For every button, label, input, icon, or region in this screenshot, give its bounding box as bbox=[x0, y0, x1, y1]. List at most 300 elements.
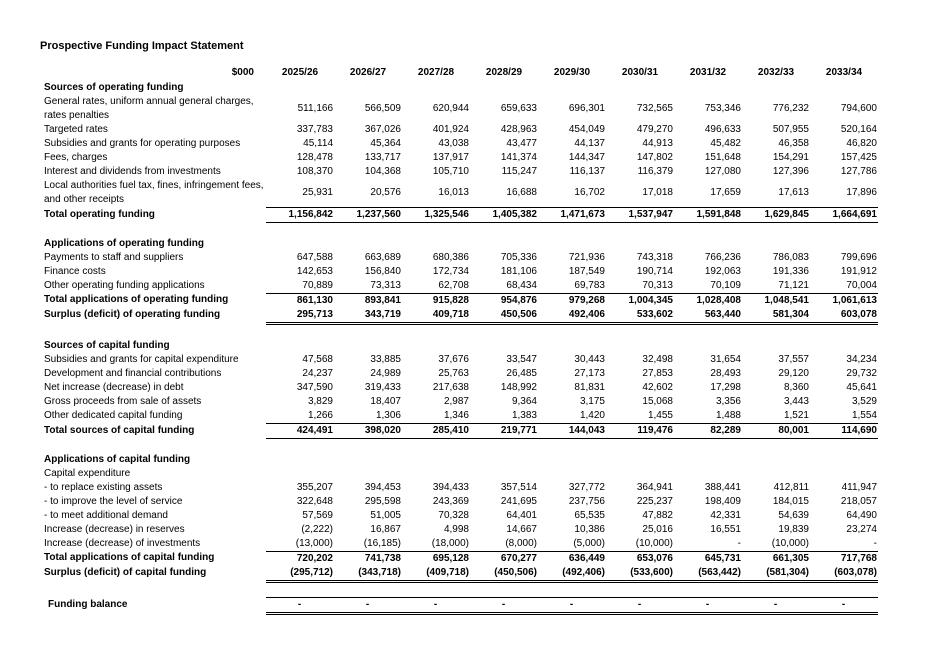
value-cell: 191,336 bbox=[772, 265, 809, 277]
value-cell: 54,639 bbox=[778, 509, 809, 521]
value-cell: 46,820 bbox=[846, 138, 877, 149]
value-cell: - bbox=[742, 597, 810, 613]
line-item-row bbox=[44, 509, 878, 523]
value-cell bbox=[266, 339, 334, 353]
value-cell bbox=[266, 453, 334, 467]
value-cell: 620,944 bbox=[432, 103, 469, 114]
year-header: 2026/27 bbox=[349, 67, 387, 78]
value-cell: 237,756 bbox=[568, 495, 605, 507]
value-cell: 47,882 bbox=[642, 509, 673, 521]
value-cell: 127,786 bbox=[840, 166, 877, 177]
value-cell: (10,000) bbox=[771, 537, 809, 549]
value-cell: 1,521 bbox=[783, 409, 809, 421]
value-cell: 127,080 bbox=[704, 166, 741, 177]
row-label: - to improve the level of service bbox=[44, 495, 183, 507]
value-cell: 670,277 bbox=[470, 551, 538, 566]
value-cell bbox=[402, 81, 470, 95]
value-cell bbox=[538, 237, 606, 251]
value-cell: 192,063 bbox=[704, 265, 741, 277]
value-cell: 44,137 bbox=[574, 138, 605, 149]
value-cell: - bbox=[606, 597, 674, 613]
value-cell: 73,313 bbox=[370, 279, 401, 291]
value-cell: 9,364 bbox=[511, 395, 537, 407]
year-header: 2031/32 bbox=[689, 67, 727, 78]
value-cell: 243,369 bbox=[432, 495, 469, 507]
value-cell: 979,268 bbox=[538, 293, 606, 308]
row-label: Net increase (decrease) in debt bbox=[44, 381, 184, 393]
value-cell: 190,714 bbox=[636, 265, 673, 277]
value-cell: 43,038 bbox=[438, 138, 469, 149]
value-cell: (18,000) bbox=[431, 537, 469, 549]
value-cell: 16,013 bbox=[438, 186, 469, 198]
row-label: Total sources of capital funding bbox=[44, 424, 195, 436]
value-cell bbox=[402, 237, 470, 251]
value-cell: 29,732 bbox=[846, 367, 877, 379]
value-cell: 3,829 bbox=[307, 395, 333, 407]
value-cell: (533,600) bbox=[606, 566, 674, 582]
value-cell: 17,896 bbox=[846, 186, 877, 198]
value-cell: 705,336 bbox=[500, 251, 537, 263]
value-cell: 37,676 bbox=[438, 353, 469, 365]
value-cell bbox=[810, 339, 878, 353]
value-cell: 45,114 bbox=[303, 138, 333, 149]
value-cell: 659,633 bbox=[500, 103, 537, 114]
total-row bbox=[44, 551, 878, 566]
value-cell: 647,588 bbox=[296, 251, 333, 263]
value-cell: 343,719 bbox=[334, 308, 402, 324]
value-cell: 144,043 bbox=[538, 423, 606, 438]
value-cell: 1,554 bbox=[851, 409, 877, 421]
value-cell: 156,840 bbox=[364, 265, 401, 277]
value-cell: 1,004,345 bbox=[606, 293, 674, 308]
value-cell: 116,137 bbox=[569, 166, 605, 177]
row-label: Finance costs bbox=[44, 265, 106, 277]
value-cell: 141,374 bbox=[500, 152, 537, 163]
value-cell: 741,738 bbox=[334, 551, 402, 566]
value-cell: 45,364 bbox=[370, 138, 401, 149]
value-cell: 116,379 bbox=[637, 166, 673, 177]
row-label: Increase (decrease) of investments bbox=[44, 537, 201, 549]
value-cell: 1,266 bbox=[307, 409, 333, 421]
value-cell bbox=[606, 467, 674, 481]
value-cell: 1,237,560 bbox=[334, 207, 402, 222]
value-cell bbox=[334, 339, 402, 353]
value-cell: 45,482 bbox=[710, 138, 741, 149]
value-cell: 30,443 bbox=[574, 353, 605, 365]
value-cell: - bbox=[402, 597, 470, 613]
funding-balance-row bbox=[44, 597, 878, 613]
value-cell: 16,702 bbox=[574, 186, 605, 198]
value-cell: 766,236 bbox=[704, 251, 741, 263]
line-item-row bbox=[44, 381, 878, 395]
value-cell bbox=[810, 81, 878, 95]
value-cell: (450,506) bbox=[470, 566, 538, 582]
row-label: - to replace existing assets bbox=[44, 481, 163, 493]
value-cell: 566,509 bbox=[364, 103, 401, 114]
row-label: Total applications of capital funding bbox=[44, 552, 215, 564]
value-cell: 2,987 bbox=[443, 395, 469, 407]
row-label: Applications of operating funding bbox=[44, 237, 204, 249]
value-cell: (295,712) bbox=[266, 566, 334, 582]
value-cell bbox=[470, 339, 538, 353]
value-cell bbox=[334, 237, 402, 251]
statement-title: Prospective Funding Impact Statement bbox=[40, 40, 244, 52]
value-cell: 187,549 bbox=[568, 265, 605, 277]
value-cell: 563,440 bbox=[674, 308, 742, 324]
value-cell: 25,763 bbox=[438, 367, 469, 379]
row-label: Surplus (deficit) of capital funding bbox=[44, 567, 207, 579]
value-cell: 786,083 bbox=[772, 251, 809, 263]
value-cell: 17,659 bbox=[710, 186, 741, 198]
value-cell bbox=[674, 467, 742, 481]
row-label: Capital expenditure bbox=[44, 467, 131, 479]
value-cell: 721,936 bbox=[568, 251, 605, 263]
value-cell: 285,410 bbox=[402, 423, 470, 438]
value-cell bbox=[674, 453, 742, 467]
year-header: 2028/29 bbox=[485, 67, 523, 78]
line-item-row bbox=[44, 409, 878, 424]
value-cell: 794,600 bbox=[840, 103, 877, 114]
value-cell: 753,346 bbox=[704, 103, 741, 114]
line-item-row bbox=[44, 95, 878, 123]
value-cell: 25,931 bbox=[302, 186, 333, 198]
value-cell: 191,912 bbox=[840, 265, 877, 277]
value-cell: 181,106 bbox=[500, 265, 537, 277]
spacer-cell bbox=[44, 222, 878, 237]
line-item-row bbox=[44, 537, 878, 552]
line-item-row bbox=[44, 265, 878, 279]
value-cell: 105,710 bbox=[432, 166, 469, 177]
line-item-row bbox=[44, 353, 878, 367]
value-cell: 70,889 bbox=[302, 279, 333, 291]
value-cell: 492,406 bbox=[538, 308, 606, 324]
value-cell bbox=[742, 237, 810, 251]
value-cell: 62,708 bbox=[438, 279, 469, 291]
value-cell: 16,867 bbox=[370, 523, 401, 535]
row-label: Targeted rates bbox=[44, 124, 108, 135]
value-cell: 799,696 bbox=[840, 251, 877, 263]
spacer-row bbox=[44, 581, 878, 597]
value-cell: 915,828 bbox=[402, 293, 470, 308]
spacer-row bbox=[44, 438, 878, 453]
value-cell bbox=[742, 453, 810, 467]
value-cell: 355,207 bbox=[296, 481, 333, 493]
value-cell: 398,020 bbox=[334, 423, 402, 438]
value-cell bbox=[742, 467, 810, 481]
value-cell: - bbox=[810, 597, 878, 613]
value-cell: 732,565 bbox=[636, 103, 673, 114]
value-cell: 653,076 bbox=[606, 551, 674, 566]
line-item-row bbox=[44, 251, 878, 265]
value-cell: 776,232 bbox=[772, 103, 809, 114]
value-cell bbox=[334, 467, 402, 481]
value-cell bbox=[266, 237, 334, 251]
total-row bbox=[44, 566, 878, 582]
value-cell: 23,274 bbox=[846, 523, 877, 535]
line-item-row bbox=[44, 395, 878, 409]
value-cell: 151,648 bbox=[704, 152, 741, 163]
value-cell bbox=[470, 467, 538, 481]
value-cell bbox=[810, 453, 878, 467]
value-cell: 295,598 bbox=[364, 495, 401, 507]
value-cell: 412,811 bbox=[773, 481, 809, 493]
value-cell: 364,941 bbox=[636, 481, 673, 493]
value-cell: 322,648 bbox=[296, 495, 333, 507]
value-cell: 64,401 bbox=[506, 509, 537, 521]
value-cell bbox=[266, 467, 334, 481]
value-cell: 119,476 bbox=[606, 423, 674, 438]
value-cell bbox=[470, 81, 538, 95]
value-cell: (13,000) bbox=[295, 537, 333, 549]
value-cell: 479,270 bbox=[636, 124, 673, 135]
value-cell: 133,717 bbox=[364, 152, 401, 163]
value-cell: 603,078 bbox=[810, 308, 878, 324]
value-cell: (492,406) bbox=[538, 566, 606, 582]
value-cell: 636,449 bbox=[538, 551, 606, 566]
value-cell bbox=[402, 453, 470, 467]
row-label: Sources of capital funding bbox=[44, 339, 170, 351]
value-cell: 70,109 bbox=[710, 279, 741, 291]
total-row bbox=[44, 423, 878, 438]
value-cell: - bbox=[873, 537, 877, 549]
line-item-row bbox=[44, 279, 878, 294]
value-cell: 24,237 bbox=[302, 367, 333, 379]
value-cell: 26,485 bbox=[506, 367, 537, 379]
value-cell: 1,346 bbox=[443, 409, 469, 421]
value-cell: - bbox=[538, 597, 606, 613]
row-label: Interest and dividends from investments bbox=[44, 166, 221, 177]
value-cell: 511,166 bbox=[297, 103, 333, 114]
value-cell: 51,005 bbox=[370, 509, 401, 521]
line-item-row bbox=[44, 151, 878, 165]
row-label: Surplus (deficit) of operating funding bbox=[44, 309, 221, 321]
row-label: Other dedicated capital funding bbox=[44, 409, 183, 421]
value-cell: 82,289 bbox=[674, 423, 742, 438]
value-cell bbox=[606, 339, 674, 353]
value-cell: 424,491 bbox=[266, 423, 334, 438]
spacer-row bbox=[44, 222, 878, 237]
value-cell bbox=[810, 467, 878, 481]
value-cell: 409,718 bbox=[402, 308, 470, 324]
value-cell bbox=[538, 467, 606, 481]
value-cell: 1,664,691 bbox=[810, 207, 878, 222]
value-cell: - bbox=[470, 597, 538, 613]
spacer-cell bbox=[44, 581, 878, 597]
value-cell: 80,001 bbox=[742, 423, 810, 438]
value-cell: 217,638 bbox=[432, 381, 469, 393]
spacer-cell bbox=[44, 438, 878, 453]
value-cell: 154,291 bbox=[772, 152, 809, 163]
value-cell: 8,360 bbox=[783, 381, 809, 393]
value-cell: 401,924 bbox=[432, 124, 469, 135]
value-cell: 27,853 bbox=[642, 367, 673, 379]
value-cell: 137,917 bbox=[432, 152, 469, 163]
value-cell: (8,000) bbox=[505, 537, 537, 549]
value-cell: 295,713 bbox=[266, 308, 334, 324]
value-cell: 893,841 bbox=[334, 293, 402, 308]
value-cell: 717,768 bbox=[810, 551, 878, 566]
value-cell: 394,433 bbox=[432, 481, 469, 493]
value-cell: 533,602 bbox=[606, 308, 674, 324]
value-cell: 1,325,546 bbox=[402, 207, 470, 222]
value-cell: (409,718) bbox=[402, 566, 470, 582]
row-label: Funding balance bbox=[48, 599, 128, 610]
value-cell: 184,015 bbox=[772, 495, 809, 507]
value-cell: 29,120 bbox=[778, 367, 809, 379]
value-cell: - bbox=[674, 597, 742, 613]
value-cell bbox=[334, 453, 402, 467]
row-label: Payments to staff and suppliers bbox=[44, 251, 184, 263]
value-cell: 1,591,848 bbox=[674, 207, 742, 222]
spacer-cell bbox=[44, 323, 878, 339]
value-cell bbox=[266, 81, 334, 95]
row-label: Local authorities fuel tax, fines, infringement fees, and other receipts bbox=[44, 180, 264, 205]
value-cell: 720,202 bbox=[266, 551, 334, 566]
value-cell: 367,026 bbox=[364, 124, 401, 135]
value-cell: 1,048,541 bbox=[742, 293, 810, 308]
value-cell: 144,347 bbox=[568, 152, 605, 163]
value-cell: 661,305 bbox=[742, 551, 810, 566]
value-cell: 24,989 bbox=[370, 367, 401, 379]
row-label: Development and financial contributions bbox=[44, 367, 222, 379]
value-cell: 69,783 bbox=[574, 279, 605, 291]
value-cell: 172,734 bbox=[432, 265, 469, 277]
value-cell: (16,185) bbox=[363, 537, 401, 549]
value-cell: 71,121 bbox=[778, 279, 809, 291]
value-cell: 157,425 bbox=[840, 152, 877, 163]
value-cell: 31,654 bbox=[710, 353, 741, 365]
value-cell bbox=[470, 237, 538, 251]
value-cell: 520,164 bbox=[840, 124, 877, 135]
value-cell: 1,455 bbox=[647, 409, 673, 421]
total-row bbox=[44, 207, 878, 222]
value-cell: (603,078) bbox=[810, 566, 878, 582]
value-cell: 454,049 bbox=[568, 124, 605, 135]
row-label: - to meet additional demand bbox=[44, 509, 168, 521]
value-cell: (10,000) bbox=[635, 537, 673, 549]
value-cell: 954,876 bbox=[470, 293, 538, 308]
value-cell: 1,488 bbox=[715, 409, 741, 421]
value-cell: 81,831 bbox=[574, 381, 605, 393]
year-header: 2033/34 bbox=[825, 67, 863, 78]
value-cell: (2,222) bbox=[301, 523, 333, 535]
line-item-row bbox=[44, 481, 878, 495]
value-cell: 114,690 bbox=[810, 423, 878, 438]
row-label: Applications of capital funding bbox=[44, 453, 191, 465]
value-cell: 104,368 bbox=[364, 166, 401, 177]
value-cell: 218,057 bbox=[840, 495, 877, 507]
funding-impact-table bbox=[44, 65, 878, 615]
value-cell: - bbox=[737, 537, 741, 549]
value-cell: 33,885 bbox=[370, 353, 401, 365]
value-cell: 743,318 bbox=[636, 251, 673, 263]
year-header: 2025/26 bbox=[281, 67, 319, 78]
line-item-row bbox=[44, 367, 878, 381]
value-cell: (5,000) bbox=[573, 537, 605, 549]
total-row bbox=[44, 308, 878, 324]
value-cell: 225,237 bbox=[636, 495, 673, 507]
year-header: 2027/28 bbox=[417, 67, 455, 78]
line-item-row bbox=[44, 495, 878, 509]
value-cell: 1,420 bbox=[579, 409, 605, 421]
year-header: 2032/33 bbox=[757, 67, 795, 78]
value-cell: 20,576 bbox=[370, 186, 401, 198]
section-heading-row bbox=[44, 237, 878, 251]
value-cell: 861,130 bbox=[266, 293, 334, 308]
value-cell: 70,328 bbox=[438, 509, 469, 521]
value-cell: 319,433 bbox=[364, 381, 401, 393]
value-cell: 581,304 bbox=[742, 308, 810, 324]
value-cell: 34,234 bbox=[846, 353, 877, 365]
value-cell: 1,471,673 bbox=[538, 207, 606, 222]
value-cell: (581,304) bbox=[742, 566, 810, 582]
value-cell: 43,477 bbox=[506, 138, 537, 149]
value-cell: 18,407 bbox=[370, 395, 401, 407]
value-cell: 17,018 bbox=[642, 186, 673, 198]
year-header-row bbox=[44, 65, 878, 81]
row-label: Total applications of operating funding bbox=[44, 294, 229, 306]
line-item-row bbox=[44, 179, 878, 207]
value-cell: 14,667 bbox=[506, 523, 537, 535]
value-cell: 695,128 bbox=[402, 551, 470, 566]
value-cell: 1,156,842 bbox=[266, 207, 334, 222]
value-cell: 65,535 bbox=[574, 509, 605, 521]
value-cell: 46,358 bbox=[778, 138, 809, 149]
value-cell: 17,613 bbox=[778, 186, 809, 198]
value-cell bbox=[674, 339, 742, 353]
value-cell: 428,963 bbox=[500, 124, 537, 135]
value-cell bbox=[606, 453, 674, 467]
value-cell: 17,298 bbox=[710, 381, 741, 393]
value-cell: 148,992 bbox=[500, 381, 537, 393]
value-cell: 3,443 bbox=[783, 395, 809, 407]
value-cell: 142,653 bbox=[296, 265, 333, 277]
value-cell: 347,590 bbox=[296, 381, 333, 393]
value-cell: 219,771 bbox=[470, 423, 538, 438]
value-cell: 4,998 bbox=[443, 523, 469, 535]
value-cell: 394,453 bbox=[364, 481, 401, 493]
value-cell bbox=[742, 339, 810, 353]
year-header: 2029/30 bbox=[553, 67, 591, 78]
value-cell bbox=[606, 81, 674, 95]
value-cell: 696,301 bbox=[568, 103, 605, 114]
value-cell: (343,718) bbox=[334, 566, 402, 582]
value-cell: 57,569 bbox=[302, 509, 333, 521]
value-cell: 507,955 bbox=[772, 124, 809, 135]
value-cell: 1,537,947 bbox=[606, 207, 674, 222]
value-cell: - bbox=[266, 597, 334, 613]
value-cell: 198,409 bbox=[704, 495, 741, 507]
value-cell: 450,506 bbox=[470, 308, 538, 324]
value-cell bbox=[402, 339, 470, 353]
value-cell: 496,633 bbox=[704, 124, 741, 135]
value-cell: 108,370 bbox=[296, 166, 333, 177]
value-cell: - bbox=[334, 597, 402, 613]
value-cell: 3,529 bbox=[851, 395, 877, 407]
value-cell: 32,498 bbox=[642, 353, 673, 365]
section-heading-row bbox=[44, 453, 878, 467]
value-cell: 337,783 bbox=[296, 124, 333, 135]
value-cell bbox=[810, 237, 878, 251]
value-cell bbox=[538, 81, 606, 95]
row-label: Gross proceeds from sale of assets bbox=[44, 395, 202, 407]
value-cell: 1,028,408 bbox=[674, 293, 742, 308]
total-row bbox=[44, 293, 878, 308]
value-cell: (563,442) bbox=[674, 566, 742, 582]
unit-label: $000 bbox=[231, 67, 254, 78]
value-cell: 147,802 bbox=[636, 152, 673, 163]
row-label: Increase (decrease) in reserves bbox=[44, 523, 185, 535]
